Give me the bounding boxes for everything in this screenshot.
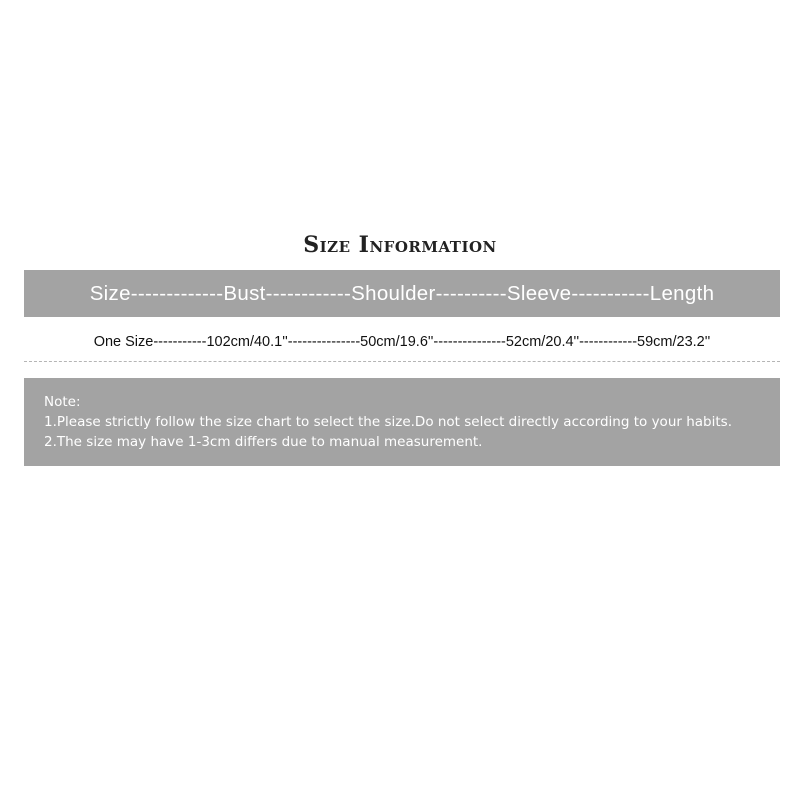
dashed-divider bbox=[24, 361, 780, 362]
note-heading: Note: bbox=[44, 394, 81, 410]
note-line-1: 1.Please strictly follow the size chart to select the size.Do not select directly according to your habits. bbox=[44, 414, 732, 430]
size-table-row: One Size-----------102cm/40.1''---------------50cm/19.6''---------------52cm/20.4''------------59cm/23.2'' bbox=[93, 334, 711, 350]
note-box bbox=[24, 378, 780, 466]
note-line-2: 2.The size may have 1-3cm differs due to manual measurement. bbox=[44, 434, 483, 450]
size-table-header: Size-------------Bust------------Shoulder----------Sleeve-----------Length bbox=[24, 270, 780, 317]
size-information-title: Size Information bbox=[303, 232, 497, 258]
